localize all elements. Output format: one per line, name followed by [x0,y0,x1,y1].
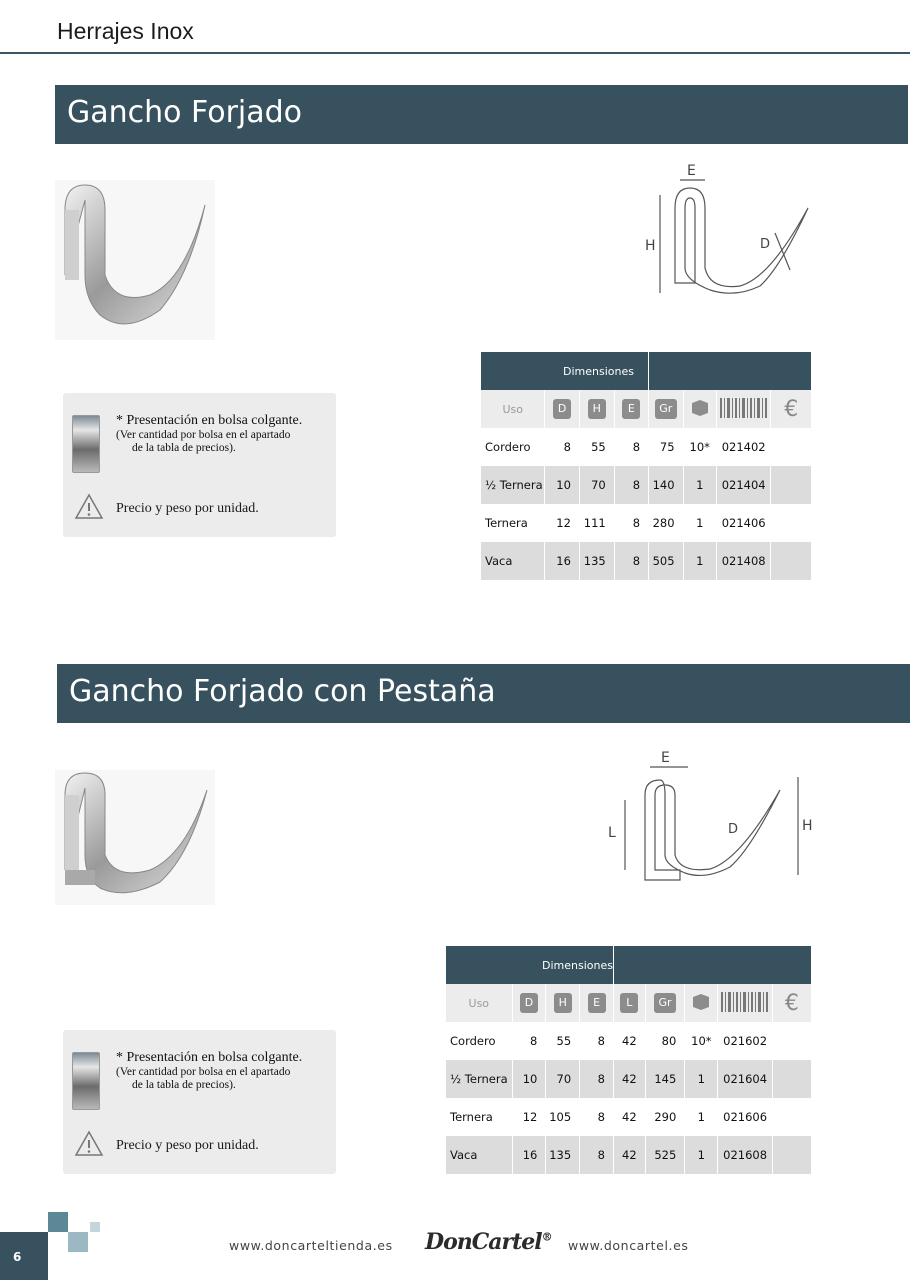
presentation-detail-2: de la tabla de precios). [132,1079,236,1091]
cell: 16 [545,542,580,580]
cell: Ternera [481,504,545,542]
bag-image [72,415,100,473]
cell: 8 [545,428,580,466]
diagram-label-e: E [661,750,670,766]
price-note: Precio y peso por unidad. [116,1138,259,1153]
presentation-line: * Presentación en bolsa colgante. [116,413,303,428]
cell: 80 [645,1022,685,1060]
cell: 021602 [718,1022,772,1060]
diagram-label-h: H [802,818,813,834]
cell: 8 [614,466,648,504]
decor-square [68,1232,88,1252]
diagram-label-h: H [645,238,656,254]
cell: 10 [512,1060,546,1098]
uso-header [446,984,512,1022]
page-header-title: Herrajes Inox [57,18,194,44]
dimensions-table-pestana [446,946,812,1174]
cell: 12 [512,1098,546,1136]
table-row [481,466,812,504]
table-row [446,1022,812,1060]
cell: 021406 [716,504,771,542]
cell [772,1060,811,1098]
cell [771,504,812,542]
cell: 505 [649,542,684,580]
box-icon [685,984,718,1022]
table-title-fill [649,352,812,390]
cell: 10* [683,428,716,466]
table-row [446,1136,812,1174]
euro-icon: € [771,390,812,428]
page-number-badge [0,1232,48,1280]
presentation-note [116,1050,302,1092]
cell: 1 [683,504,716,542]
uso-label: Uso [468,997,490,1010]
header-divider [0,52,910,54]
cell: 105 [546,1098,580,1136]
price-note: Precio y peso por unidad. [116,501,259,516]
table-title-fill [613,946,811,984]
cell: 1 [685,1136,718,1174]
cell: 140 [649,466,684,504]
box-icon [683,390,716,428]
cell: 8 [614,428,648,466]
col-h-label: H [588,399,606,419]
cell: 1 [685,1098,718,1136]
logo-text: DonCartel [425,1229,542,1255]
cell: 70 [579,466,614,504]
presentation-detail-1: (Ver cantidad por bolsa en el apartado [116,429,291,441]
cell: 021606 [718,1098,772,1136]
cell: Ternera [446,1098,512,1136]
bag-image [72,1052,100,1110]
euro-icon: € [772,984,811,1022]
cell: 135 [579,542,614,580]
table-title: Dimensiones [481,352,649,390]
cell: 525 [645,1136,685,1174]
logo-registered-mark: ® [541,1230,552,1244]
cell [771,428,812,466]
diagram-label-e: E [687,163,696,179]
cell: 8 [580,1136,614,1174]
cell: Vaca [446,1136,512,1174]
cell: 290 [645,1098,685,1136]
col-gr [645,984,685,1022]
warning-icon [74,493,104,520]
cell [772,1022,811,1060]
page-number: 6 [13,1250,22,1264]
table-row [481,504,812,542]
section-title-gancho-forjado: Gancho Forjado [55,85,908,144]
cell: 8 [580,1022,614,1060]
col-e [614,390,648,428]
barcode-icon [716,390,771,428]
cell: 10 [545,466,580,504]
barcode-icon [718,984,772,1022]
decor-square [90,1222,100,1232]
col-l-label: L [620,993,638,1013]
col-d [512,984,546,1022]
presentation-line: * Presentación en bolsa colgante. [116,1050,303,1065]
table-row [481,542,812,580]
decor-square [48,1212,68,1232]
col-d-label: D [520,993,538,1013]
cell: 42 [613,1022,645,1060]
table-row [446,1098,812,1136]
hook-product-image [55,180,215,340]
cell: 55 [579,428,614,466]
cell: 021604 [718,1060,772,1098]
col-e-label: E [588,993,606,1013]
warning-icon [74,1130,104,1157]
dimensions-table-forjado [481,352,812,580]
cell: 75 [649,428,684,466]
cell: 021608 [718,1136,772,1174]
col-h [579,390,614,428]
diagram-label-l: L [608,825,616,841]
col-h-label: H [554,993,572,1013]
cell: ½ Ternera [481,466,545,504]
cell: 16 [512,1136,546,1174]
cell: 8 [512,1022,546,1060]
section-title-gancho-pestana: Gancho Forjado con Pestaña [57,664,910,723]
cell [772,1136,811,1174]
table-row [446,1060,812,1098]
weight-icon: Gr [654,993,676,1013]
cell [771,466,812,504]
col-h [546,984,580,1022]
hook-tab-product-image [55,770,215,905]
cell: 55 [546,1022,580,1060]
col-d-label: D [553,399,571,419]
cell: 021408 [716,542,771,580]
cell: 111 [579,504,614,542]
cell: Cordero [446,1022,512,1060]
cell: 70 [546,1060,580,1098]
uso-label: Uso [502,403,523,416]
doncartel-logo [425,1229,552,1255]
cell: 135 [546,1136,580,1174]
cell: 1 [683,542,716,580]
col-d [545,390,580,428]
cell: 1 [685,1060,718,1098]
cell: 1 [683,466,716,504]
diagram-label-d: D [760,237,771,252]
diagram-label-d: D [728,822,739,837]
cell: 021402 [716,428,771,466]
cell: 8 [580,1060,614,1098]
cell: 021404 [716,466,771,504]
cell: 8 [580,1098,614,1136]
table-row [481,428,812,466]
cell: 12 [545,504,580,542]
cell: 8 [614,542,648,580]
cell: 280 [649,504,684,542]
cell: 145 [645,1060,685,1098]
col-l [613,984,645,1022]
col-e [580,984,614,1022]
hook-dimension-diagram [630,158,820,303]
presentation-note [116,413,302,455]
cell: 42 [613,1060,645,1098]
cell: 42 [613,1136,645,1174]
shop-link[interactable]: www.doncarteltienda.es [229,1238,393,1253]
weight-icon: Gr [655,399,677,419]
cell: Vaca [481,542,545,580]
col-gr [649,390,684,428]
cell: Cordero [481,428,545,466]
hook-tab-dimension-diagram [600,745,820,890]
col-e-label: E [622,399,640,419]
uso-header [481,390,545,428]
presentation-detail-2: de la tabla de precios). [132,442,236,454]
cell: ½ Ternera [446,1060,512,1098]
presentation-detail-1: (Ver cantidad por bolsa en el apartado [116,1066,291,1078]
cell [771,542,812,580]
cell [772,1098,811,1136]
cell: 10* [685,1022,718,1060]
table-title: Dimensiones [446,946,613,984]
cell: 8 [614,504,648,542]
cell: 42 [613,1098,645,1136]
site-link[interactable]: www.doncartel.es [568,1238,689,1253]
